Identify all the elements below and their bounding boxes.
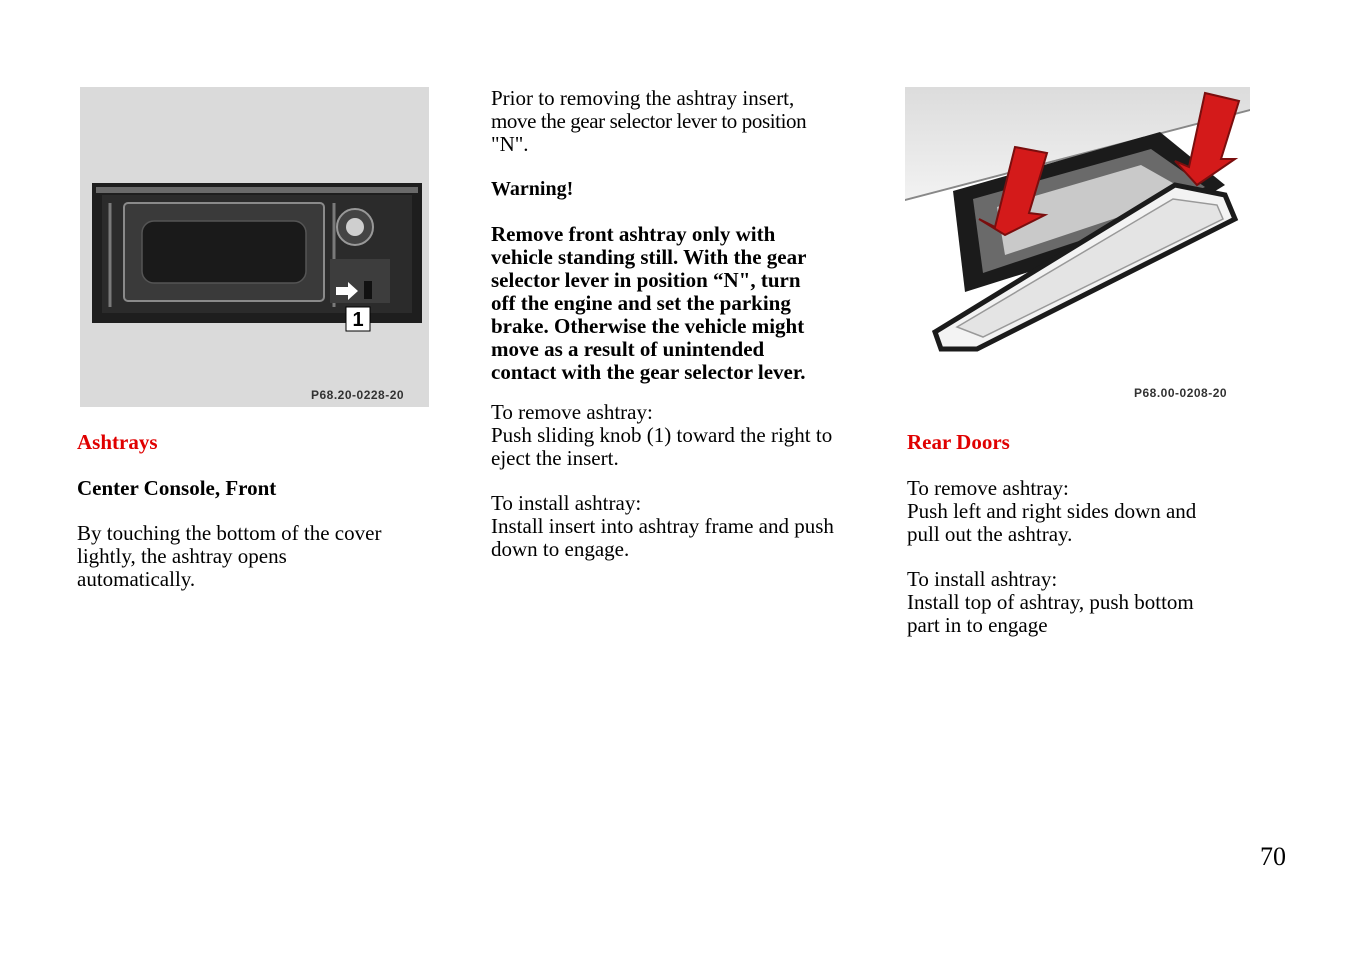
text-line: To install ashtray: (491, 491, 642, 515)
section-subheading: Center Console, Front (77, 476, 277, 500)
install-instructions (491, 492, 834, 561)
rear-ashtray-figure (905, 87, 1250, 377)
text-line: By touching the bottom of the cover (77, 521, 382, 545)
text-line: move as a result of unintended (491, 337, 765, 361)
callout-number: 1 (352, 309, 364, 331)
rear-install-instructions (907, 568, 1194, 637)
intro-paragraph (491, 87, 806, 156)
figure-code: P68.20-0228-20 (311, 388, 405, 402)
text-line: To remove ashtray: (491, 400, 653, 424)
warning-paragraph (491, 223, 806, 384)
text-line: selector lever in position “N", turn (491, 268, 801, 292)
text-line: move the gear selector lever to position (491, 109, 807, 133)
section-heading: Rear Doors (907, 430, 1010, 454)
rear-ashtray-illustration (905, 87, 1250, 377)
figure-code: P68.00-0208-20 (1134, 386, 1228, 400)
text-line: To install ashtray: (907, 567, 1058, 591)
page-number: 70 (1260, 842, 1286, 871)
section-heading: Ashtrays (77, 430, 158, 454)
text-line: Push left and right sides down and (907, 499, 1197, 523)
text-line: brake. Otherwise the vehicle might (491, 314, 805, 338)
text-line: vehicle standing still. With the gear (491, 245, 807, 269)
text-line: pull out the ashtray. (907, 522, 1073, 546)
front-ashtray-figure (80, 87, 429, 407)
text-line: "N". (491, 132, 529, 156)
text-line: Remove front ashtray only with (491, 222, 776, 246)
text-line: eject the insert. (491, 446, 619, 470)
text-line: off the engine and set the parking (491, 291, 791, 315)
text-line: Prior to removing the ashtray insert, (491, 86, 795, 110)
front-ashtray-description (77, 522, 381, 591)
text-line: contact with the gear selector lever. (491, 360, 806, 384)
text-line: lightly, the ashtray opens (77, 544, 287, 568)
text-line: To remove ashtray: (907, 476, 1069, 500)
front-ashtray-illustration (80, 87, 429, 407)
text-line: Install insert into ashtray frame and push (491, 514, 834, 538)
text-line: part in to engage (907, 613, 1048, 637)
remove-instructions (491, 401, 832, 470)
warning-title: Warning! (491, 178, 574, 200)
rear-remove-instructions (907, 477, 1196, 546)
text-line: Push sliding knob (1) toward the right to (491, 423, 833, 447)
text-line: down to engage. (491, 537, 630, 561)
text-line: Install top of ashtray, push bottom (907, 590, 1194, 614)
text-line: automatically. (77, 567, 196, 591)
